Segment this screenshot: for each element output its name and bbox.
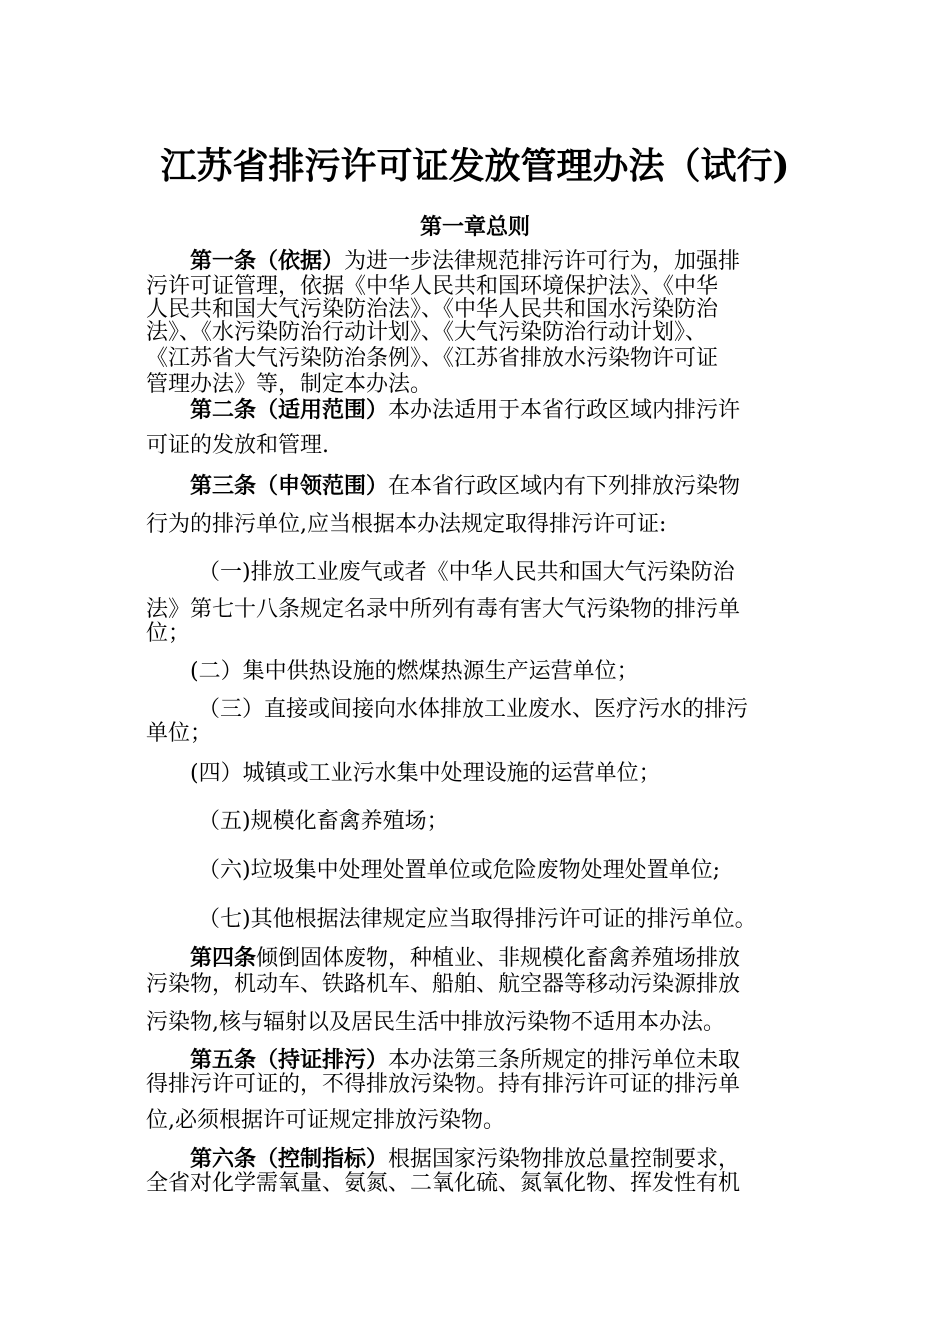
item-1-line-3: 位； [146,621,191,646]
item-5: （五)规模化畜禽养殖场； [198,809,449,834]
item-2: (二）集中供热设施的燃煤热源生产运营单位； [190,659,639,684]
item-1-line-2: 法》第七十八条规定名录中所列有毒有害大气污染物的排污单 [146,597,741,622]
article-6-heading: 第六条（控制指标） [190,1146,389,1172]
item-4: (四）城镇或工业污水集中处理设施的运营单位； [190,761,661,786]
article-4-line-1: 第四条倾倒固体废物，种植业、非规模化畜禽养殖场排放 [190,945,741,971]
article-3-line-1: 第三条（申领范围）在本省行政区域内有下列排放污染物 [190,473,741,499]
article-1-line-2: 污许可证管理，依据《中华人民共和国环境保护法》、《中华 [146,274,719,299]
article-2-heading: 第二条（适用范围） [190,397,389,423]
article-2-line-1: 第二条（适用范围）本办法适用于本省行政区域内排污许 [190,397,741,423]
article-6-line-2: 全省对化学需氧量、氨氮、二氧化硫、氮氧化物、挥发性有机 [146,1171,741,1196]
item-3-line-1: （三）直接或间接向水体排放工业废水、医疗污水的排污 [198,697,749,722]
item-7: （七)其他根据法律规定应当取得排污许可证的排污单位。 [198,907,757,932]
article-4-line-2: 污染物，机动车、铁路机车、船舶、航空器等移动污染源排放 [146,972,741,997]
chapter-heading: 第一章总则 [419,214,530,240]
article-1-line-1: 第一条（依据）为进一步法律规范排污许可行为，加强排 [190,248,741,274]
article-5-line-1: 第五条（持证排污）本办法第三条所规定的排污单位未取 [190,1047,741,1073]
article-5-line-2: 得排污许可证的，不得排放污染物。持有排污许可证的排污单 [146,1072,741,1097]
article-3-heading: 第三条（申领范围） [190,473,389,499]
article-4-heading: 第四条 [190,945,257,971]
article-1-line-3: 人民共和国大气污染防治法》、《中华人民共和国水污染防治 [146,297,719,322]
item-1-line-1: （一)排放工业废气或者《中华人民共和国大气污染防治 [198,560,735,585]
article-3-line-2: 行为的排污单位,应当根据本办法规定取得排污许可证: [146,512,667,537]
article-2-line-2: 可证的发放和管理. [146,433,329,458]
article-4-line-3: 污染物,核与辐射以及居民生活中排放污染物不适用本办法。 [146,1010,725,1035]
document-title: 江苏省排污许可证发放管理办法（试行) [160,145,790,187]
article-6-line-1: 第六条（控制指标）根据国家污染物排放总量控制要求， [190,1146,741,1172]
item-6: （六)垃圾集中处理处置单位或危险废物处理处置单位; [198,858,720,883]
article-5-line-3: 位,必须根据许可证规定排放污染物。 [146,1108,505,1133]
article-1-line-6: 管理办法》等，制定本办法。 [146,372,433,397]
article-1-heading: 第一条（依据） [190,248,345,274]
article-1-line-4: 法》、《水污染防治行动计划》、《大气污染防治行动计划》、 [146,320,708,345]
article-1-line-5: 《江苏省大气污染防治条例》、《江苏省排放水污染物许可证 [146,346,719,371]
article-5-heading: 第五条（持证排污） [190,1047,389,1073]
item-3-line-2: 单位； [146,721,213,746]
